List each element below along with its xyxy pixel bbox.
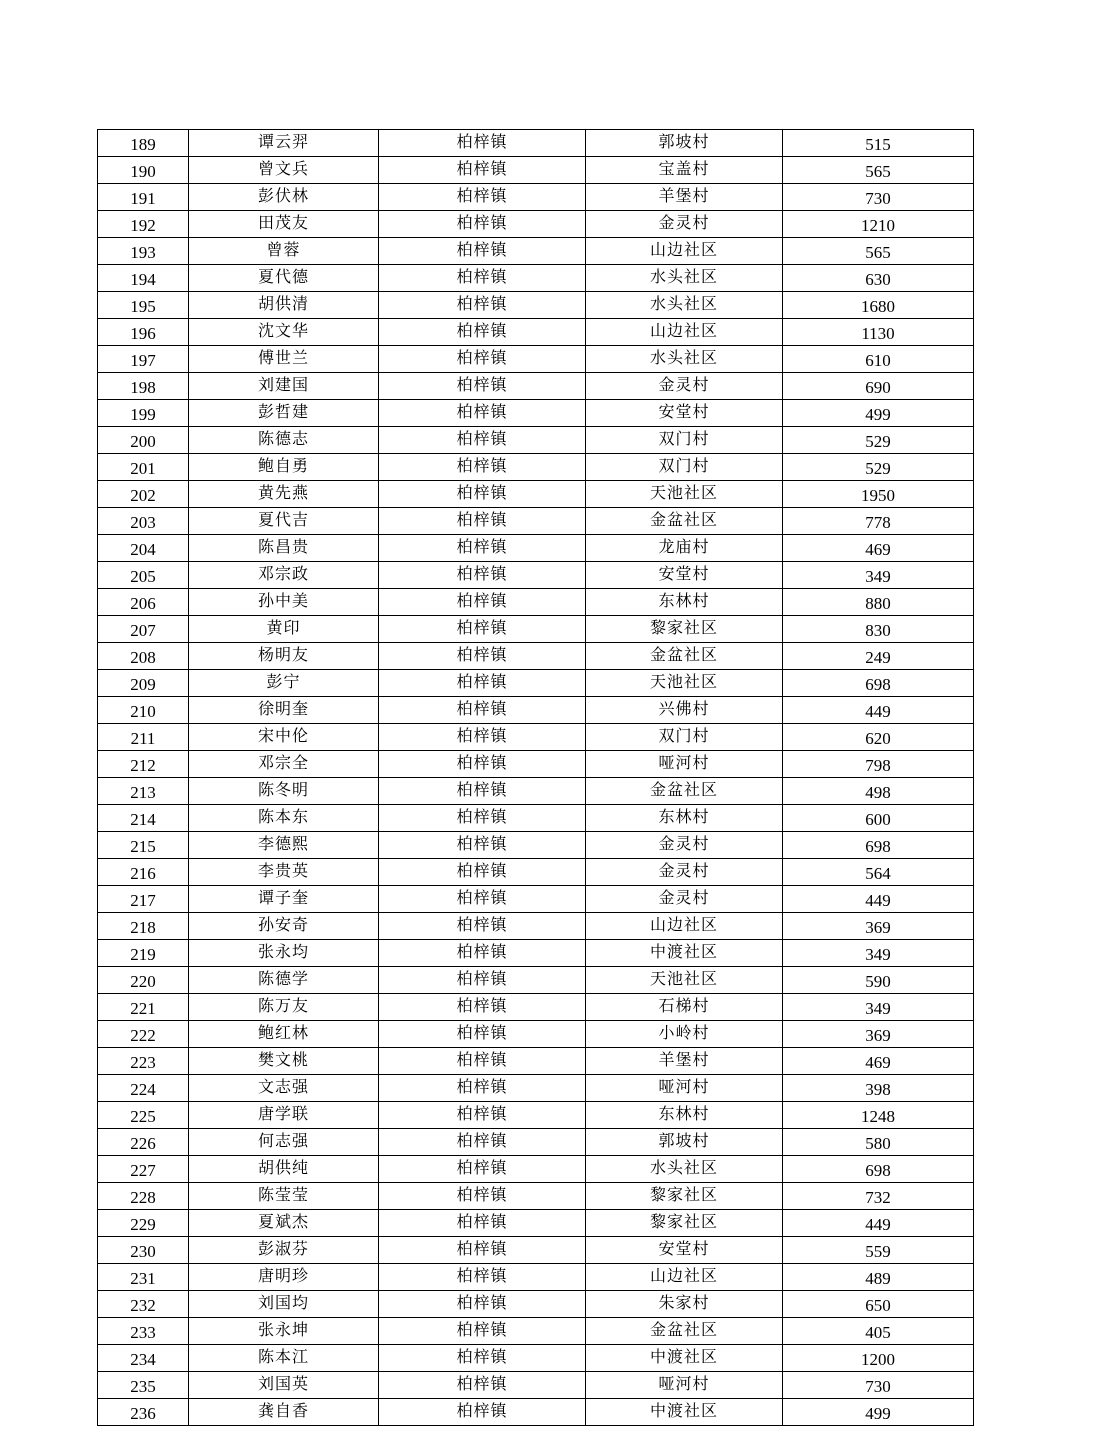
table-row [98,400,974,427]
name-cell: 胡供纯 [189,1156,379,1183]
amount-cell: 498 [783,778,974,805]
amount-cell: 610 [783,346,974,373]
village-cell: 金灵村 [586,211,783,238]
name-cell: 彭伏林 [189,184,379,211]
village-cell: 金盆社区 [586,508,783,535]
amount-cell: 499 [783,1399,974,1426]
table-row [98,265,974,292]
town-cell: 柏梓镇 [379,265,586,292]
village-cell: 安堂村 [586,1237,783,1264]
name-cell: 黄印 [189,616,379,643]
row-number-cell: 229 [98,1210,189,1237]
village-cell: 金灵村 [586,859,783,886]
village-cell: 金盆社区 [586,643,783,670]
town-cell: 柏梓镇 [379,616,586,643]
amount-cell: 349 [783,562,974,589]
name-cell: 徐明奎 [189,697,379,724]
town-cell: 柏梓镇 [379,1102,586,1129]
name-cell: 刘国英 [189,1372,379,1399]
table-row [98,805,974,832]
village-cell: 山边社区 [586,913,783,940]
table-row [98,724,974,751]
row-number-cell: 214 [98,805,189,832]
name-cell: 唐学联 [189,1102,379,1129]
row-number-cell: 211 [98,724,189,751]
village-cell: 双门村 [586,454,783,481]
row-number-cell: 208 [98,643,189,670]
town-cell: 柏梓镇 [379,778,586,805]
amount-cell: 565 [783,238,974,265]
village-cell: 双门村 [586,724,783,751]
town-cell: 柏梓镇 [379,1048,586,1075]
name-cell: 张永均 [189,940,379,967]
town-cell: 柏梓镇 [379,184,586,211]
name-cell: 陈冬明 [189,778,379,805]
amount-cell: 880 [783,589,974,616]
amount-cell: 730 [783,184,974,211]
village-cell: 宝盖村 [586,157,783,184]
amount-cell: 565 [783,157,974,184]
row-number-cell: 230 [98,1237,189,1264]
village-cell: 安堂村 [586,400,783,427]
village-cell: 郭坡村 [586,130,783,157]
village-cell: 金灵村 [586,832,783,859]
table-row [98,1075,974,1102]
village-cell: 黎家社区 [586,1183,783,1210]
table-row [98,1156,974,1183]
name-cell: 孙中美 [189,589,379,616]
amount-cell: 600 [783,805,974,832]
amount-cell: 730 [783,1372,974,1399]
amount-cell: 349 [783,994,974,1021]
village-cell: 郭坡村 [586,1129,783,1156]
town-cell: 柏梓镇 [379,1075,586,1102]
town-cell: 柏梓镇 [379,1291,586,1318]
table-row [98,1318,974,1345]
amount-cell: 489 [783,1264,974,1291]
name-cell: 谭云羿 [189,130,379,157]
name-cell: 陈莹莹 [189,1183,379,1210]
row-number-cell: 212 [98,751,189,778]
town-cell: 柏梓镇 [379,1129,586,1156]
row-number-cell: 206 [98,589,189,616]
table-row [98,454,974,481]
village-cell: 羊堡村 [586,1048,783,1075]
row-number-cell: 231 [98,1264,189,1291]
amount-cell: 449 [783,1210,974,1237]
row-number-cell: 201 [98,454,189,481]
name-cell: 鲍红林 [189,1021,379,1048]
amount-cell: 620 [783,724,974,751]
table-row [98,670,974,697]
amount-cell: 1130 [783,319,974,346]
table-row [98,346,974,373]
name-cell: 鲍自勇 [189,454,379,481]
town-cell: 柏梓镇 [379,1183,586,1210]
town-cell: 柏梓镇 [379,292,586,319]
town-cell: 柏梓镇 [379,670,586,697]
name-cell: 夏代吉 [189,508,379,535]
village-cell: 东林村 [586,805,783,832]
village-cell: 中渡社区 [586,1399,783,1426]
town-cell: 柏梓镇 [379,1210,586,1237]
name-cell: 唐明珍 [189,1264,379,1291]
town-cell: 柏梓镇 [379,859,586,886]
row-number-cell: 195 [98,292,189,319]
town-cell: 柏梓镇 [379,535,586,562]
table-row [98,1021,974,1048]
row-number-cell: 233 [98,1318,189,1345]
amount-cell: 778 [783,508,974,535]
town-cell: 柏梓镇 [379,130,586,157]
village-cell: 东林村 [586,1102,783,1129]
village-cell: 金灵村 [586,373,783,400]
village-cell: 水头社区 [586,292,783,319]
town-cell: 柏梓镇 [379,1372,586,1399]
town-cell: 柏梓镇 [379,724,586,751]
row-number-cell: 202 [98,481,189,508]
row-number-cell: 207 [98,616,189,643]
name-cell: 陈德学 [189,967,379,994]
amount-cell: 405 [783,1318,974,1345]
name-cell: 何志强 [189,1129,379,1156]
name-cell: 邓宗政 [189,562,379,589]
amount-cell: 698 [783,1156,974,1183]
town-cell: 柏梓镇 [379,508,586,535]
village-cell: 金盆社区 [586,1318,783,1345]
row-number-cell: 193 [98,238,189,265]
row-number-cell: 221 [98,994,189,1021]
name-cell: 张永坤 [189,1318,379,1345]
table-row [98,184,974,211]
table-row [98,616,974,643]
table-row [98,643,974,670]
amount-cell: 830 [783,616,974,643]
name-cell: 黄先燕 [189,481,379,508]
table-row [98,508,974,535]
town-cell: 柏梓镇 [379,1399,586,1426]
row-number-cell: 192 [98,211,189,238]
name-cell: 龚自香 [189,1399,379,1426]
village-cell: 水头社区 [586,265,783,292]
village-cell: 中渡社区 [586,940,783,967]
name-cell: 夏斌杰 [189,1210,379,1237]
amount-cell: 499 [783,400,974,427]
table-row [98,859,974,886]
row-number-cell: 203 [98,508,189,535]
row-number-cell: 219 [98,940,189,967]
village-cell: 哑河村 [586,751,783,778]
table-row [98,994,974,1021]
row-number-cell: 220 [98,967,189,994]
town-cell: 柏梓镇 [379,805,586,832]
name-cell: 陈万友 [189,994,379,1021]
name-cell: 刘建国 [189,373,379,400]
amount-cell: 798 [783,751,974,778]
table-row [98,967,974,994]
village-cell: 黎家社区 [586,1210,783,1237]
row-number-cell: 232 [98,1291,189,1318]
town-cell: 柏梓镇 [379,1156,586,1183]
row-number-cell: 223 [98,1048,189,1075]
village-cell: 双门村 [586,427,783,454]
amount-cell: 515 [783,130,974,157]
town-cell: 柏梓镇 [379,1264,586,1291]
amount-cell: 1200 [783,1345,974,1372]
table-row [98,1210,974,1237]
table-row [98,211,974,238]
amount-cell: 690 [783,373,974,400]
table-row [98,1183,974,1210]
village-cell: 水头社区 [586,346,783,373]
town-cell: 柏梓镇 [379,562,586,589]
amount-cell: 398 [783,1075,974,1102]
village-cell: 小岭村 [586,1021,783,1048]
town-cell: 柏梓镇 [379,643,586,670]
table-row [98,778,974,805]
row-number-cell: 197 [98,346,189,373]
row-number-cell: 225 [98,1102,189,1129]
village-cell: 金盆社区 [586,778,783,805]
town-cell: 柏梓镇 [379,940,586,967]
amount-cell: 1950 [783,481,974,508]
table-row [98,1345,974,1372]
name-cell: 樊文桃 [189,1048,379,1075]
table-row [98,319,974,346]
amount-cell: 529 [783,427,974,454]
town-cell: 柏梓镇 [379,589,586,616]
village-cell: 朱家村 [586,1291,783,1318]
town-cell: 柏梓镇 [379,751,586,778]
table-row [98,940,974,967]
name-cell: 曾蓉 [189,238,379,265]
village-cell: 哑河村 [586,1075,783,1102]
amount-cell: 469 [783,535,974,562]
row-number-cell: 196 [98,319,189,346]
town-cell: 柏梓镇 [379,832,586,859]
table-row [98,1291,974,1318]
row-number-cell: 209 [98,670,189,697]
name-cell: 刘国均 [189,1291,379,1318]
row-number-cell: 204 [98,535,189,562]
name-cell: 李德熙 [189,832,379,859]
amount-cell: 650 [783,1291,974,1318]
name-cell: 陈德志 [189,427,379,454]
table-row [98,589,974,616]
row-number-cell: 191 [98,184,189,211]
town-cell: 柏梓镇 [379,886,586,913]
amount-cell: 698 [783,832,974,859]
table-row [98,157,974,184]
village-cell: 哑河村 [586,1372,783,1399]
name-cell: 孙安奇 [189,913,379,940]
amount-cell: 559 [783,1237,974,1264]
town-cell: 柏梓镇 [379,454,586,481]
row-number-cell: 210 [98,697,189,724]
table-row [98,1129,974,1156]
table-row [98,373,974,400]
row-number-cell: 205 [98,562,189,589]
row-number-cell: 224 [98,1075,189,1102]
village-cell: 山边社区 [586,1264,783,1291]
name-cell: 彭淑芬 [189,1237,379,1264]
table-row [98,1372,974,1399]
town-cell: 柏梓镇 [379,1021,586,1048]
town-cell: 柏梓镇 [379,1345,586,1372]
amount-cell: 1680 [783,292,974,319]
village-cell: 山边社区 [586,319,783,346]
row-number-cell: 216 [98,859,189,886]
village-cell: 天池社区 [586,670,783,697]
row-number-cell: 215 [98,832,189,859]
row-number-cell: 235 [98,1372,189,1399]
town-cell: 柏梓镇 [379,994,586,1021]
amount-cell: 590 [783,967,974,994]
amount-cell: 249 [783,643,974,670]
amount-cell: 732 [783,1183,974,1210]
roster-table-body [98,130,974,1426]
village-cell: 山边社区 [586,238,783,265]
amount-cell: 1210 [783,211,974,238]
amount-cell: 630 [783,265,974,292]
table-row [98,427,974,454]
town-cell: 柏梓镇 [379,1318,586,1345]
row-number-cell: 199 [98,400,189,427]
row-number-cell: 189 [98,130,189,157]
name-cell: 彭宁 [189,670,379,697]
name-cell: 宋中伦 [189,724,379,751]
table-row [98,697,974,724]
amount-cell: 564 [783,859,974,886]
table-row [98,1102,974,1129]
amount-cell: 1248 [783,1102,974,1129]
table-row [98,562,974,589]
name-cell: 彭哲建 [189,400,379,427]
town-cell: 柏梓镇 [379,481,586,508]
row-number-cell: 218 [98,913,189,940]
amount-cell: 369 [783,913,974,940]
table-row [98,751,974,778]
village-cell: 金灵村 [586,886,783,913]
table-row [98,913,974,940]
table-row [98,1399,974,1426]
village-cell: 水头社区 [586,1156,783,1183]
table-row [98,292,974,319]
village-cell: 天池社区 [586,481,783,508]
name-cell: 陈本江 [189,1345,379,1372]
amount-cell: 529 [783,454,974,481]
name-cell: 田茂友 [189,211,379,238]
town-cell: 柏梓镇 [379,1237,586,1264]
village-cell: 安堂村 [586,562,783,589]
row-number-cell: 217 [98,886,189,913]
table-row [98,832,974,859]
name-cell: 邓宗全 [189,751,379,778]
name-cell: 文志强 [189,1075,379,1102]
village-cell: 羊堡村 [586,184,783,211]
row-number-cell: 222 [98,1021,189,1048]
village-cell: 东林村 [586,589,783,616]
row-number-cell: 213 [98,778,189,805]
table-row [98,481,974,508]
row-number-cell: 236 [98,1399,189,1426]
name-cell: 夏代德 [189,265,379,292]
village-cell: 石梯村 [586,994,783,1021]
amount-cell: 580 [783,1129,974,1156]
town-cell: 柏梓镇 [379,697,586,724]
row-number-cell: 234 [98,1345,189,1372]
name-cell: 沈文华 [189,319,379,346]
row-number-cell: 228 [98,1183,189,1210]
row-number-cell: 190 [98,157,189,184]
row-number-cell: 194 [98,265,189,292]
amount-cell: 369 [783,1021,974,1048]
amount-cell: 698 [783,670,974,697]
table-row [98,1237,974,1264]
row-number-cell: 226 [98,1129,189,1156]
amount-cell: 349 [783,940,974,967]
town-cell: 柏梓镇 [379,346,586,373]
row-number-cell: 227 [98,1156,189,1183]
roster-table [97,129,974,1426]
row-number-cell: 200 [98,427,189,454]
amount-cell: 449 [783,886,974,913]
name-cell: 杨明友 [189,643,379,670]
table-row [98,1048,974,1075]
town-cell: 柏梓镇 [379,427,586,454]
name-cell: 谭子奎 [189,886,379,913]
name-cell: 曾文兵 [189,157,379,184]
amount-cell: 449 [783,697,974,724]
name-cell: 傅世兰 [189,346,379,373]
table-row [98,238,974,265]
village-cell: 天池社区 [586,967,783,994]
name-cell: 陈本东 [189,805,379,832]
village-cell: 中渡社区 [586,1345,783,1372]
village-cell: 龙庙村 [586,535,783,562]
village-cell: 黎家社区 [586,616,783,643]
name-cell: 陈昌贵 [189,535,379,562]
table-row [98,1264,974,1291]
name-cell: 李贵英 [189,859,379,886]
row-number-cell: 198 [98,373,189,400]
town-cell: 柏梓镇 [379,373,586,400]
town-cell: 柏梓镇 [379,319,586,346]
town-cell: 柏梓镇 [379,913,586,940]
town-cell: 柏梓镇 [379,238,586,265]
town-cell: 柏梓镇 [379,157,586,184]
town-cell: 柏梓镇 [379,967,586,994]
amount-cell: 469 [783,1048,974,1075]
table-row [98,535,974,562]
table-row [98,886,974,913]
table-row [98,130,974,157]
town-cell: 柏梓镇 [379,400,586,427]
village-cell: 兴佛村 [586,697,783,724]
town-cell: 柏梓镇 [379,211,586,238]
name-cell: 胡供清 [189,292,379,319]
